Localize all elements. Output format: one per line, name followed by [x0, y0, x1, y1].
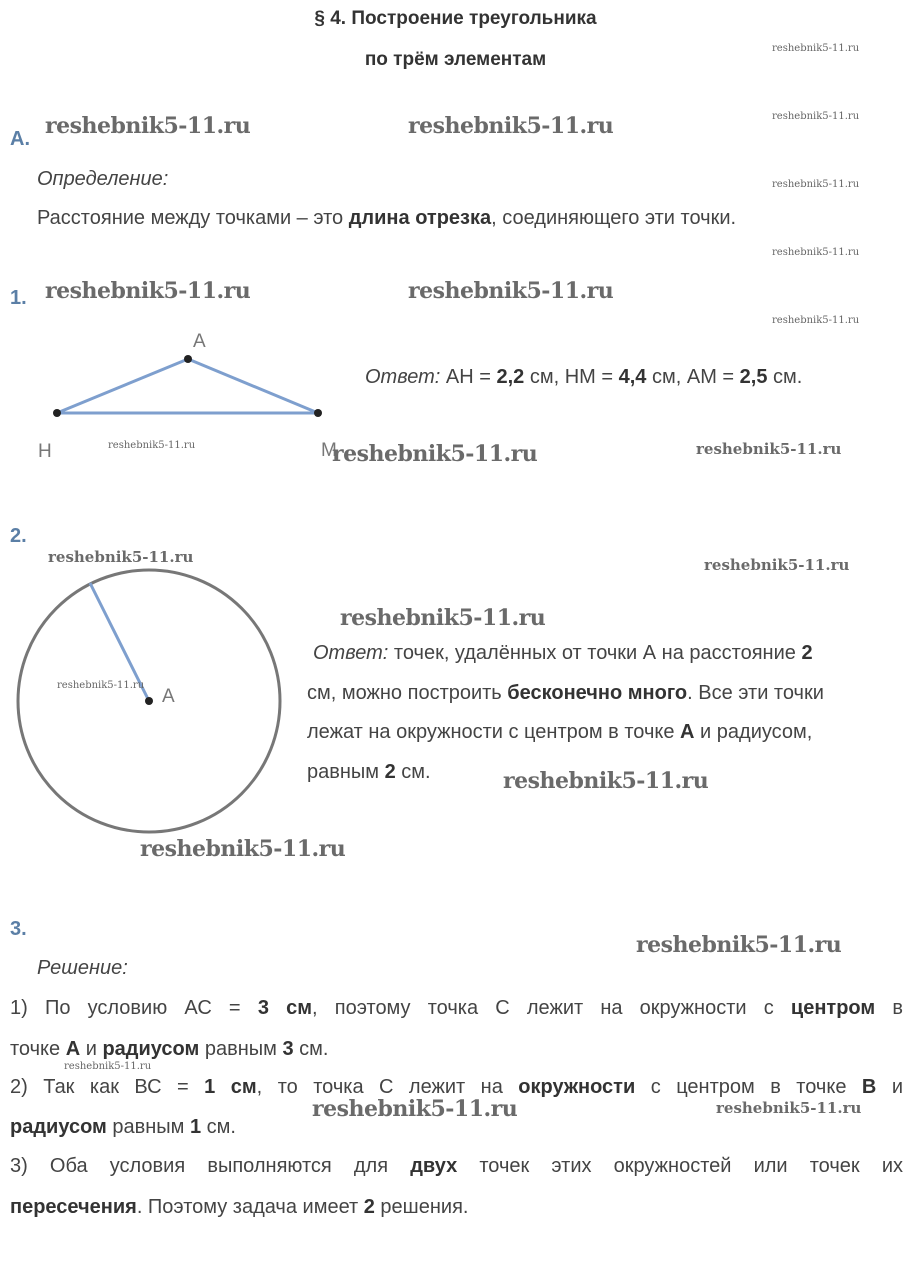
watermark: reshebnik5-11.ru	[696, 440, 842, 458]
triangle-figure	[53, 355, 322, 417]
solution-step-2-line-1: 2) Так как ВС = 1 см, то точка С лежит на окружности с центром в точке В и	[10, 1076, 903, 1098]
page-title: § 4. Построение треугольника	[314, 8, 597, 29]
page-subtitle: по трём элементам	[364, 49, 547, 70]
watermark: reshebnik5-11.ru	[332, 441, 538, 467]
watermark: reshebnik5-11.ru	[716, 1099, 862, 1117]
definition-title: Определение:	[37, 168, 169, 190]
watermark: reshebnik5-11.ru	[64, 1061, 152, 1072]
task-2-answer-line-1: Ответ: точек, удалённых от точки А на расстояние 2	[313, 642, 813, 664]
watermark: reshebnik5-11.ru	[772, 43, 860, 54]
point-a-label: A	[193, 331, 206, 352]
point-a	[184, 355, 192, 363]
center-point	[145, 697, 153, 705]
watermark: reshebnik5-11.ru	[503, 768, 709, 794]
watermark: reshebnik5-11.ru	[772, 111, 860, 122]
watermark: reshebnik5-11.ru	[48, 548, 194, 566]
definition-text: Расстояние между точками – это длина отрезка, соединяющего эти точки.	[37, 207, 737, 229]
center-point-label: A	[162, 686, 175, 707]
watermark: reshebnik5-11.ru	[408, 113, 614, 139]
solution-step-3-line-1: 3) Оба условия выполняются для двух точек этих окружностей или точек их	[10, 1155, 903, 1177]
segment-ah	[57, 359, 188, 413]
solution-step-1-line-2: точке А и радиусом равным 3 см.	[10, 1038, 329, 1060]
task-1-label: 1.	[10, 287, 27, 309]
section-a-label: А.	[10, 128, 30, 150]
watermark: reshebnik5-11.ru	[140, 836, 346, 862]
task-2-answer-line-2: см, можно построить бесконечно много. Все эти точки	[307, 682, 824, 704]
task-2-answer-line-4: равным 2 см.	[307, 761, 431, 783]
solution-title: Решение:	[37, 957, 128, 979]
task-2-label: 2.	[10, 525, 27, 547]
watermark: reshebnik5-11.ru	[108, 440, 196, 451]
watermark: reshebnik5-11.ru	[636, 932, 842, 958]
watermark: reshebnik5-11.ru	[340, 605, 546, 631]
circle-figure	[18, 570, 280, 832]
watermark: reshebnik5-11.ru	[772, 315, 860, 326]
point-h	[53, 409, 61, 417]
solution-step-3-line-2: пересечения. Поэтому задача имеет 2 решения.	[10, 1196, 469, 1218]
point-m-label: M	[321, 440, 337, 461]
watermark: reshebnik5-11.ru	[408, 278, 614, 304]
task-2-answer-line-3: лежат на окружности с центром в точке А и радиусом,	[307, 721, 813, 743]
watermark: reshebnik5-11.ru	[312, 1096, 518, 1122]
solution-step-2-line-2: радиусом равным 1 см.	[10, 1116, 236, 1138]
segment-am	[188, 359, 318, 413]
watermark: reshebnik5-11.ru	[772, 247, 860, 258]
watermark: reshebnik5-11.ru	[45, 278, 251, 304]
point-h-label: H	[38, 441, 52, 462]
point-m	[314, 409, 322, 417]
watermark: reshebnik5-11.ru	[704, 556, 850, 574]
solution-step-1-line-1: 1) По условию АС = 3 см, поэтому точка С лежит на окружности с центром в	[10, 997, 903, 1019]
task-3-label: 3.	[10, 918, 27, 940]
task-1-answer: Ответ: АН = 2,2 см, НМ = 4,4 см, АМ = 2,5 см.	[365, 366, 803, 388]
watermark: reshebnik5-11.ru	[57, 680, 145, 691]
watermark: reshebnik5-11.ru	[772, 179, 860, 190]
watermark: reshebnik5-11.ru	[45, 113, 251, 139]
